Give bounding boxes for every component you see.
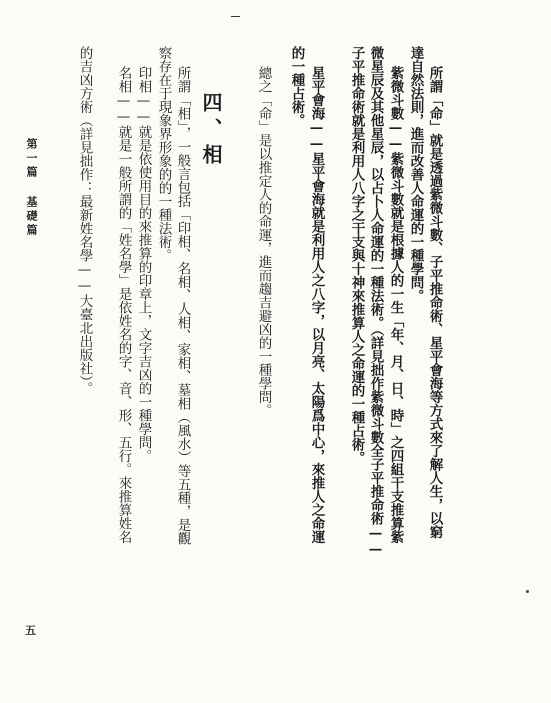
text-column-11: 印相——就是依使用目的來推算的印章上，文字吉凶的一種學問。 [135,66,152,463]
text-column-10: 察存在于現象界形象的的一種法術。 [155,46,172,262]
text-column-5: 子平推命術就是利用人八字之干支與十神來推算人之命運的一種占術。 [348,46,365,465]
text-column-13: 的吉凶方術（詳見拙作：最新姓名學——大臺北出版社）。 [76,46,93,396]
text-column-12: 名相——就是一般所謂的「姓名學」是依姓名的字、音、形、五行。來推算姓名 [115,66,132,544]
text-column-2: 達自然法則，進而改善人命運的一種學問。 [407,46,424,303]
text-column-1: 所謂「命」就是透過紫微斗數、子平推命術、星平會海等方式來了解人生，以窮 [426,66,443,539]
page-number: 五 [25,624,36,637]
text-column-9: 所謂「相」，一般言包括「印相、名相、人相、家相、墓相（風水）等五種，是觀 [174,66,191,546]
text-column-3: 紫微斗數——紫微斗數就是根據人的一生「年、月、日、時」之四組干支推算紫 [387,66,404,544]
text-column-4: 微星辰及其他星辰，以占卜人命運的一種法術。（詳見拙作紫微斗數全子平推命術—— [367,46,384,558]
top-dash-mark [231,16,240,17]
text-column-7: 的一種占術。 [288,46,305,127]
section-heading: 四、相 [199,92,223,170]
scan-speck [526,590,529,593]
text-column-6: 星平會海——星平會海就是利用人之八字，以月亮、太陽爲中心，來推人之命運 [308,66,325,544]
chapter-footer: 第一篇 基礎篇 [25,138,38,238]
text-column-8: 總之「命」是以推定人的命運，進而趨吉避凶的一種學問。 [255,66,272,417]
